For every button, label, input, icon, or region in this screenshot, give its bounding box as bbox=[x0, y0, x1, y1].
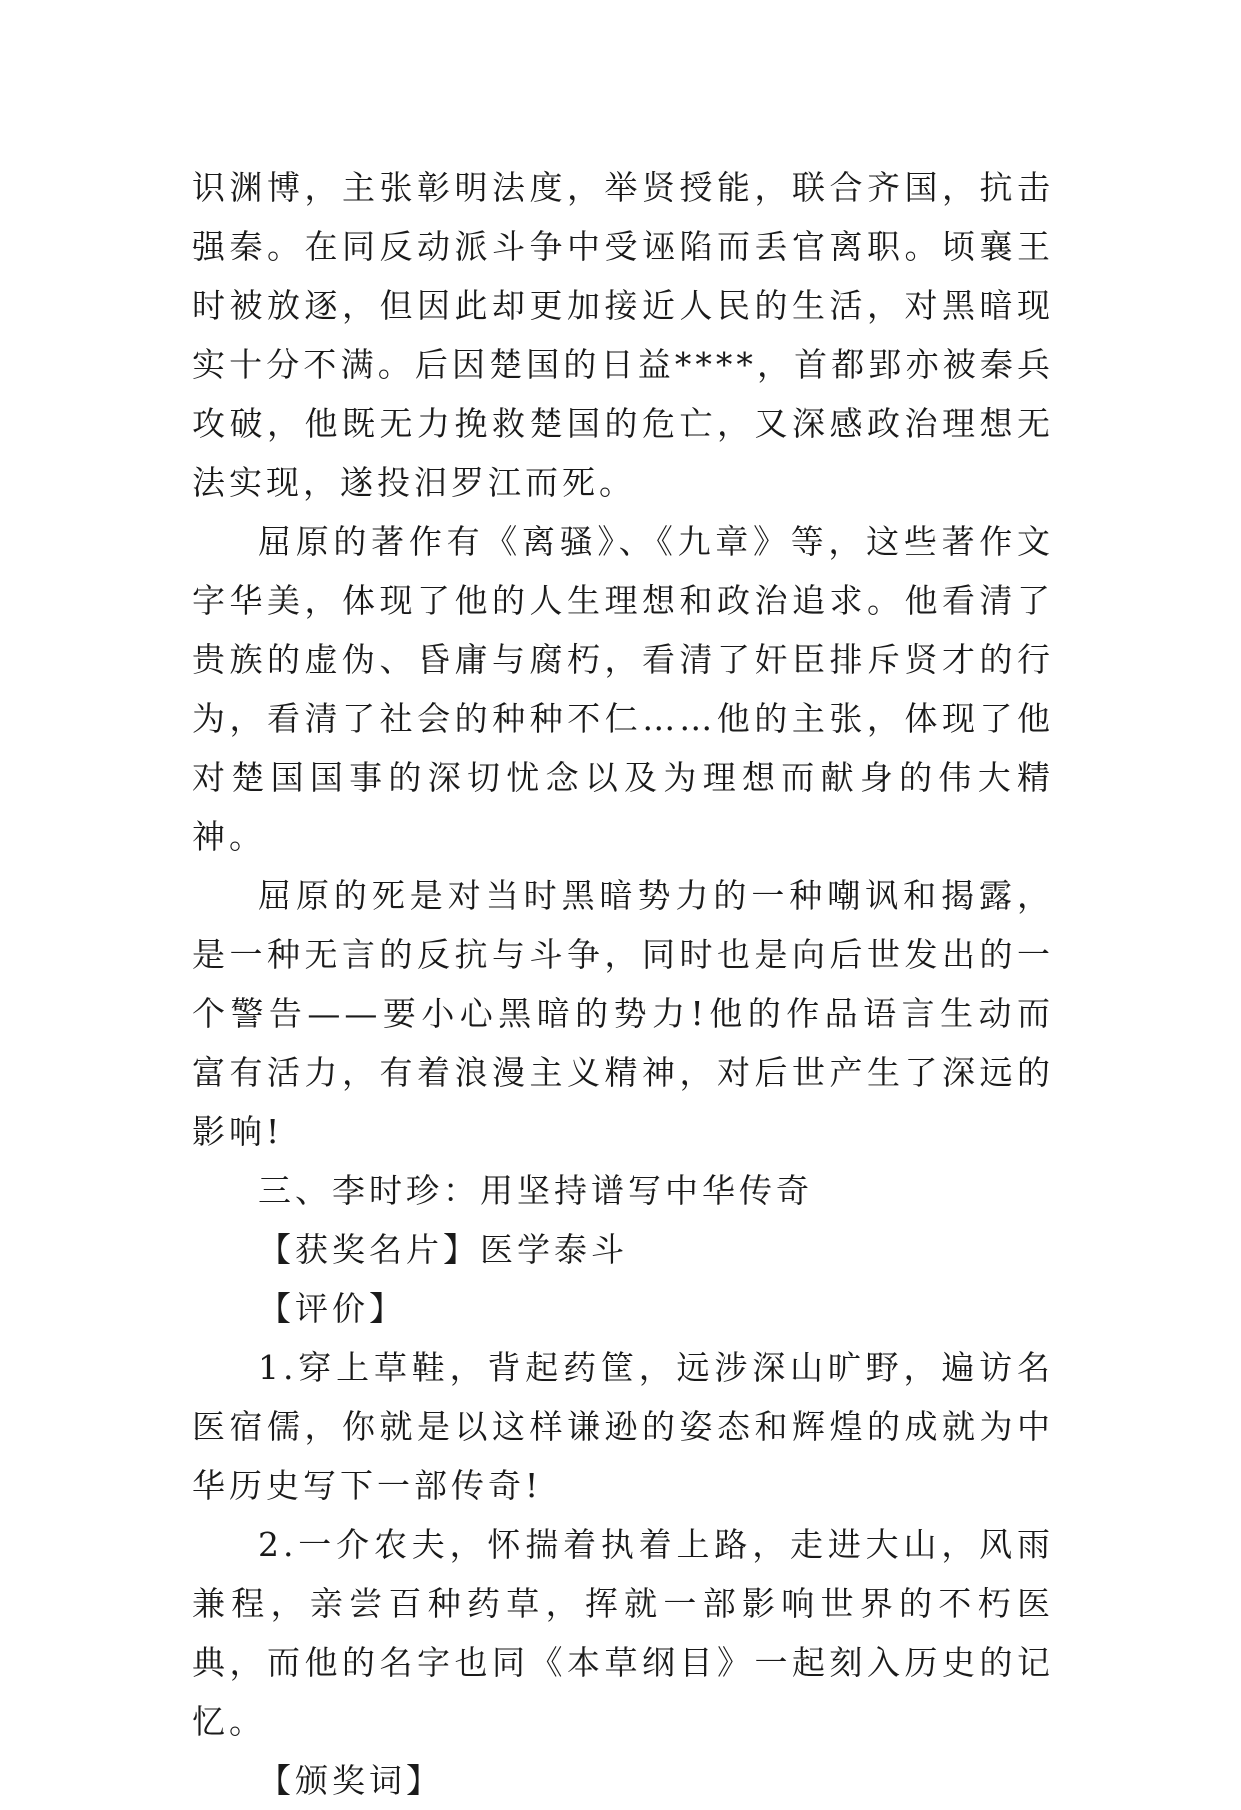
evaluation-item-2: 2.一介农夫，怀揣着执着上路，走进大山，风雨兼程，亲尝百种药草，挥就一部影响世界的不朽医典，而他的名字也同《本草纲目》一起刻入历史的记忆。 bbox=[192, 1525, 1054, 1741]
paragraph-qu-yuan-works: 屈原的著作有《离骚》、《九章》等，这些著作文字华美，体现了他的人生理想和政治追求。他看清了贵族的虚伪、昏庸与腐朽，看清了奸臣排斥贤才的行为，看清了社会的种种不仁……他的主张，体现了他对楚国国事的深切忧念以及为理想而献身的伟大精神。 bbox=[192, 522, 1054, 856]
award-speech-heading: 【颁奖词】 bbox=[258, 1761, 443, 1800]
award-title-line: 【获奖名片】医学泰斗 bbox=[258, 1230, 628, 1269]
paragraph-qu-yuan-death: 屈原的死是对当时黑暗势力的一种嘲讽和揭露，是一种无言的反抗与斗争，同时也是向后世发出的一个警告——要小心黑暗的势力!他的作品语言生动而富有活力，有着浪漫主义精神，对后世产生了深远的影响! bbox=[192, 876, 1054, 1151]
paragraph-qu-yuan-biography: 识渊博，主张彰明法度，举贤授能，联合齐国，抗击强秦。在同反动派斗争中受诬陷而丢官离职。顷襄王时被放逐，但因此却更加接近人民的生活，对黑暗现实十分不满。后因楚国的日益****，首都郢亦被秦兵攻破，他既无力挽救楚国的危亡，又深感政治理想无法实现，遂投汨罗江而死。 bbox=[192, 168, 1054, 502]
document-page bbox=[192, 158, 1054, 1810]
evaluation-heading: 【评价】 bbox=[258, 1289, 406, 1328]
section-heading-li-shizhen: 三、李时珍：用坚持谱写中华传奇 bbox=[258, 1171, 813, 1210]
evaluation-item-1: 1.穿上草鞋，背起药筐，远涉深山旷野，遍访名医宿儒，你就是以这样谦逊的姿态和辉煌的成就为中华历史写下一部传奇! bbox=[192, 1348, 1054, 1505]
